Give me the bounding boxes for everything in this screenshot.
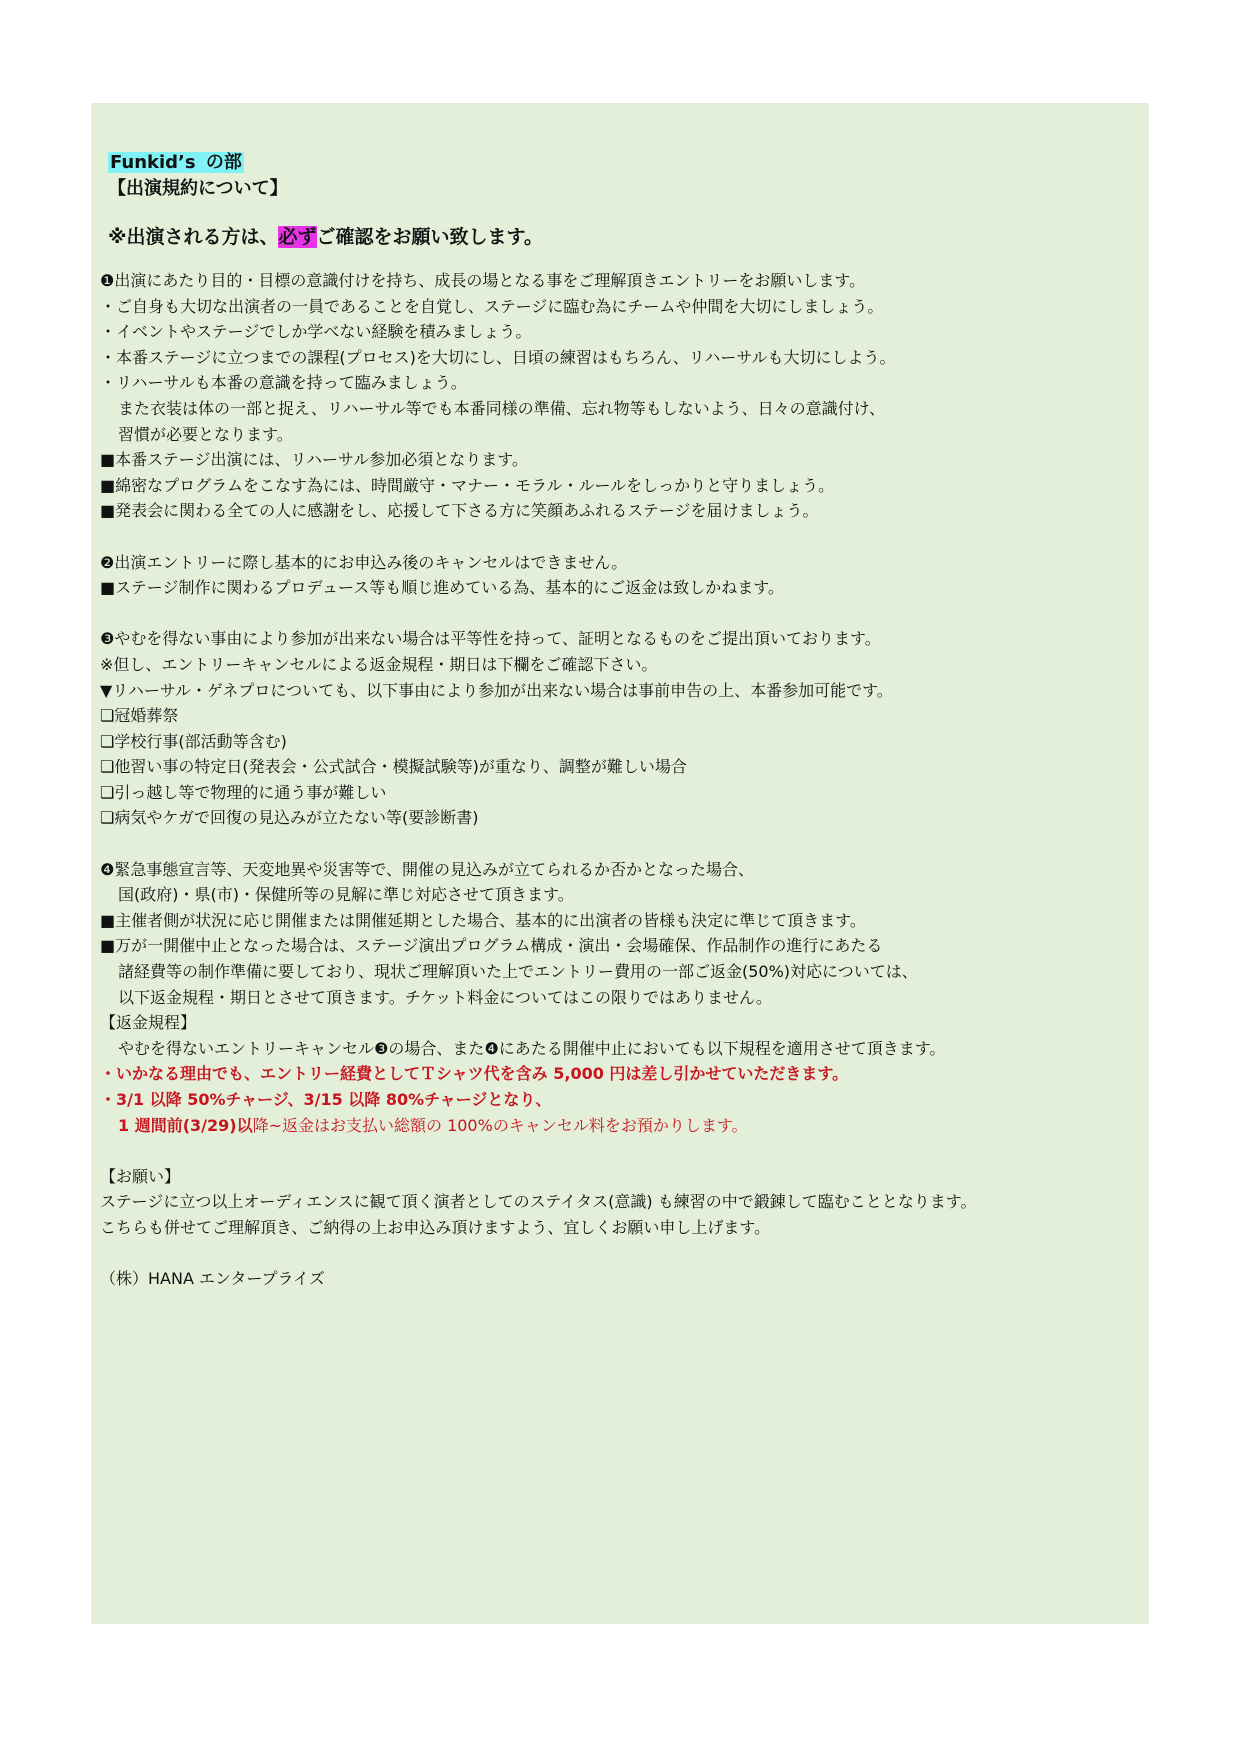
block-3	[100, 626, 1140, 831]
company-name: （株）HANA エンタープライズ	[100, 1269, 325, 1289]
block4-line: ■万が一開催中止となった場合は、ステージ演出プログラム構成・演出・会場確保、作品制作の進行にあたる	[100, 936, 883, 956]
block1-line: ・本番ステージに立つまでの課程(プロセス)を大切にし、日頃の練習はもちろん、リハーサルも大切にしよう。	[100, 347, 896, 367]
block-4	[100, 857, 1140, 1011]
refund-rules	[100, 1010, 1140, 1138]
warning-after: ご確認をお願い致します。	[316, 226, 543, 248]
block1-line: ・リハーサルも本番の意識を持って臨みましょう。	[100, 373, 467, 393]
request-line: ステージに立つ以上オーディエンスに観て頂く演者としてのステイタス(意識) も練習の中で鍛錬して臨むこととなります。	[100, 1192, 977, 1212]
refund-rule-3-rest: 降~返金はお支払い総額の 100%のキャンセル料をお預かりします。	[252, 1115, 748, 1135]
block3-checklist-item: ❏冠婚葬祭	[100, 706, 179, 726]
block4-line: ■主催者側が状況に応じ開催または開催延期とした場合、基本的に出演者の皆様も決定に準じて頂きます。	[100, 910, 866, 930]
block1-line: 習慣が必要となります。	[118, 424, 293, 444]
refund-rule-2: ・3/1 以降 50%チャージ、3/15 以降 80%チャージとなり、	[100, 1090, 552, 1109]
block1-line: ■本番ステージ出演には、リハーサル参加必須となります。	[100, 450, 528, 470]
block3-checklist-item: ❏他習い事の特定日(発表会・公式試合・模擬試験等)が重なり、調整が難しい場合	[100, 757, 687, 777]
document-content	[100, 150, 1140, 1292]
section-title-highlight: Funkid’s	[110, 152, 196, 173]
refund-rule-1: ・いかなる理由でも、エントリー経費としてＴシャツ代を含み 5,000 円は差し引かせていただきます。	[100, 1064, 849, 1084]
refund-heading: 【返金規程】	[100, 1013, 197, 1033]
block1-line: ・イベントやステージでしか学べない経験を積みましょう。	[100, 322, 532, 342]
block-1	[100, 268, 1140, 524]
block1-line: ■綿密なプログラムをこなす為には、時間厳守・マナー・モラル・ルールをしっかりと守りましょう。	[100, 475, 835, 495]
block-2	[100, 550, 1140, 601]
block3-checklist-item: ❏引っ越し等で物理的に通う事が難しい	[100, 782, 387, 802]
block3-line: ※但し、エントリーキャンセルによる返金規程・期日は下欄をご確認下さい。	[100, 654, 658, 674]
warning-before: ※出演される方は、	[108, 226, 279, 248]
block1-line: ・ご自身も大切な出演者の一員であることを自覚し、ステージに臨む為にチームや仲間を大切にしましょう。	[100, 296, 884, 316]
refund-rule-3	[100, 1113, 1140, 1139]
section-title-rest: の部	[199, 152, 242, 173]
block2-line: ❷出演エントリーに際し基本的にお申込み後のキャンセルはできません。	[100, 552, 628, 572]
section-title	[108, 150, 1140, 176]
refund-rule-3-bold: 1 週間前(3/29)以	[118, 1115, 253, 1135]
warning-emphasis: 必ず	[278, 226, 317, 248]
block3-checklist-item: ❏学校行事(部活動等含む)	[100, 731, 287, 751]
block1-line: ❶出演にあたり目的・目標の意識付けを持ち、成長の場となる事をご理解頂きエントリーをお願いします。	[100, 271, 866, 290]
request-line: こちらも併せてご理解頂き、ご納得の上お申込み頂けますよう、宜しくお願い申し上げます。	[100, 1217, 771, 1237]
warning-notice	[108, 224, 1140, 250]
block4-line: 諸経費等の制作準備に要しており、現状ご理解頂いた上でエントリー費用の一部ご返金(50%)対応については、	[118, 962, 918, 982]
block1-line: また衣装は体の一部と捉え、リハーサル等でも本番同様の準備、忘れ物等もしないよう、日々の意識付け、	[118, 398, 886, 418]
request-section	[100, 1164, 1140, 1241]
block1-line: ■発表会に関わる全ての人に感謝をし、応援して下さる方に笑顔あふれるステージを届けましょう。	[100, 501, 819, 521]
block4-line: 国(政府)・県(市)・保健所等の見解に準じ対応させて頂きます。	[118, 885, 574, 905]
request-heading: 【お願い】	[100, 1166, 181, 1186]
block4-line: ❹緊急事態宣言等、天変地異や災害等で、開催の見込みが立てられるか否かとなった場合、	[100, 859, 755, 879]
block3-line: ❸やむを得ない事由により参加が出来ない場合は平等性を持って、証明となるものをご提出頂いております。	[100, 629, 881, 649]
refund-intro: やむを得ないエントリーキャンセル❸の場合、また❹にあたる開催中止においても以下規程を適用させて頂きます。	[118, 1038, 946, 1058]
block4-line: 以下返金規程・期日とさせて頂きます。チケット料金についてはこの限りではありません。	[118, 987, 772, 1007]
page-title: 【出演規約について】	[108, 178, 288, 199]
block3-line: ▼リハーサル・ゲネプロについても、以下事由により参加が出来ない場合は事前申告の上、本番参加可能です。	[100, 680, 893, 700]
block2-line: ■ステージ制作に関わるプロデュース等も順じ進めている為、基本的にご返金は致しかねます。	[100, 578, 784, 598]
block3-checklist-item: ❏病気やケガで回復の見込みが立たない等(要診断書)	[100, 808, 479, 828]
